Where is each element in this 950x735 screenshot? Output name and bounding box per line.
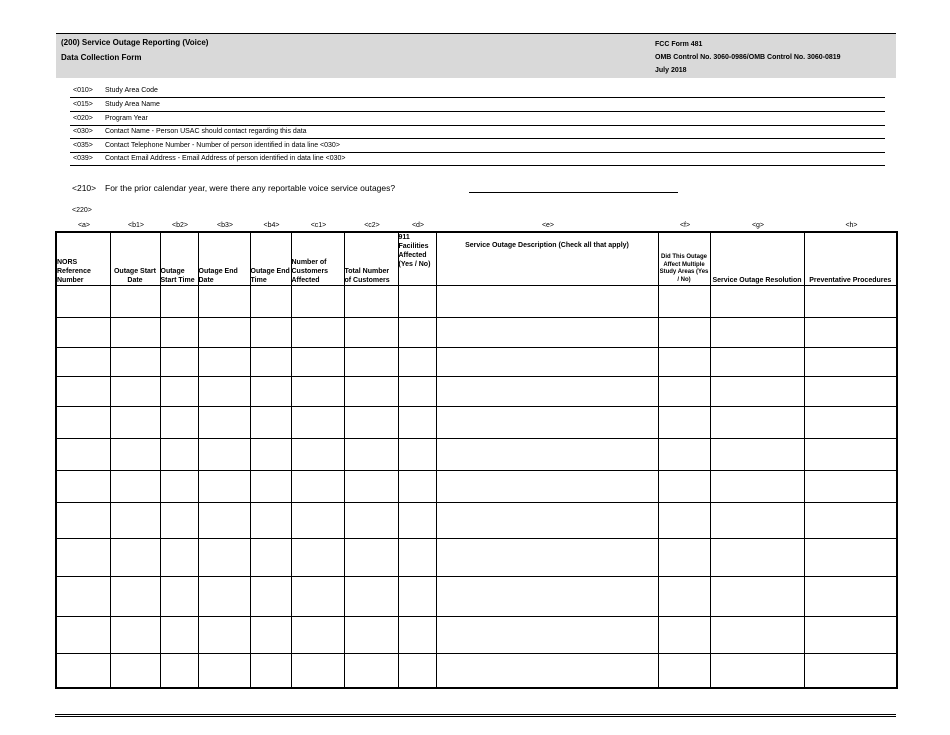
table-cell[interactable]: [658, 503, 710, 539]
table-cell[interactable]: [658, 286, 710, 318]
line-description: Contact Telephone Number - Number of person identified in data line <030>: [105, 142, 340, 149]
table-cell[interactable]: [198, 617, 250, 654]
table-cell[interactable]: [344, 377, 398, 407]
table-cell[interactable]: [160, 286, 198, 318]
table-cell[interactable]: [110, 654, 160, 688]
table-cell[interactable]: [344, 407, 398, 439]
table-cell[interactable]: [56, 471, 110, 503]
table-cell[interactable]: [250, 503, 291, 539]
table-cell[interactable]: [250, 539, 291, 577]
table-cell[interactable]: [160, 439, 198, 471]
table-cell[interactable]: [710, 471, 804, 503]
table-cell[interactable]: [804, 503, 897, 539]
line-description: Program Year: [105, 115, 148, 122]
table-cell[interactable]: [398, 577, 436, 617]
table-cell[interactable]: [198, 377, 250, 407]
table-cell[interactable]: [344, 471, 398, 503]
data-line-row[interactable]: [70, 153, 885, 166]
table-cell[interactable]: [160, 503, 198, 539]
table-cell[interactable]: [436, 471, 658, 503]
table-cell[interactable]: [436, 348, 658, 377]
column-header: Preventative Procedures: [804, 232, 897, 286]
table-cell[interactable]: [344, 577, 398, 617]
table-cell[interactable]: [198, 348, 250, 377]
table-cell[interactable]: [110, 539, 160, 577]
table-cell[interactable]: [250, 617, 291, 654]
data-line-row[interactable]: [70, 126, 885, 139]
table-cell[interactable]: [804, 318, 897, 348]
table-cell[interactable]: [398, 286, 436, 318]
table-cell[interactable]: [250, 377, 291, 407]
table-cell[interactable]: [198, 539, 250, 577]
table-cell[interactable]: [160, 654, 198, 688]
table-row: [56, 439, 897, 471]
form-subtitle: Data Collection Form: [61, 53, 142, 62]
line-description: Contact Name - Person USAC should contact regarding this data: [105, 128, 307, 135]
table-cell[interactable]: [198, 286, 250, 318]
table-cell[interactable]: [344, 539, 398, 577]
line-description: Contact Email Address - Email Address of person identified in data line <030>: [105, 155, 346, 162]
table-cell[interactable]: [110, 617, 160, 654]
table-cell[interactable]: [710, 407, 804, 439]
table-cell[interactable]: [710, 377, 804, 407]
column-code: <d>: [411, 222, 425, 229]
table-row: [56, 503, 897, 539]
table-cell[interactable]: [398, 471, 436, 503]
table-cell[interactable]: [56, 286, 110, 318]
column-code: <a>: [77, 222, 91, 229]
table-cell[interactable]: [291, 503, 344, 539]
table-cell[interactable]: [658, 407, 710, 439]
table-cell[interactable]: [250, 318, 291, 348]
data-line-row[interactable]: [70, 113, 885, 126]
table-cell[interactable]: [198, 318, 250, 348]
column-header: NORS Reference Number: [56, 232, 110, 286]
table-cell[interactable]: [398, 348, 436, 377]
table-cell[interactable]: [436, 539, 658, 577]
line-code: <010>: [73, 87, 93, 94]
column-header: 911 Facilities Affected (Yes / No): [398, 232, 436, 286]
table-cell[interactable]: [198, 471, 250, 503]
question-answer-field[interactable]: [469, 192, 678, 193]
table-cell[interactable]: [398, 407, 436, 439]
table-cell[interactable]: [710, 577, 804, 617]
table-cell[interactable]: [436, 318, 658, 348]
line-code: <015>: [73, 101, 93, 108]
data-line-row[interactable]: [70, 140, 885, 153]
table-cell[interactable]: [160, 407, 198, 439]
table-cell[interactable]: [804, 539, 897, 577]
table-cell[interactable]: [56, 439, 110, 471]
table-cell[interactable]: [436, 377, 658, 407]
table-cell[interactable]: [110, 377, 160, 407]
table-cell[interactable]: [291, 439, 344, 471]
table-cell[interactable]: [56, 654, 110, 688]
column-code: <b3>: [217, 222, 233, 229]
table-cell[interactable]: [804, 471, 897, 503]
table-cell[interactable]: [250, 439, 291, 471]
table-cell[interactable]: [658, 577, 710, 617]
table-cell[interactable]: [436, 654, 658, 688]
line-code: <030>: [73, 128, 93, 135]
table-cell[interactable]: [198, 654, 250, 688]
table-cell[interactable]: [658, 471, 710, 503]
table-cell[interactable]: [291, 407, 344, 439]
table-cell[interactable]: [198, 577, 250, 617]
table-cell[interactable]: [344, 439, 398, 471]
table-cell[interactable]: [804, 617, 897, 654]
table-cell[interactable]: [710, 318, 804, 348]
table-row: [56, 377, 897, 407]
table-cell[interactable]: [291, 348, 344, 377]
table-cell[interactable]: [56, 617, 110, 654]
table-cell[interactable]: [291, 539, 344, 577]
table-cell[interactable]: [804, 407, 897, 439]
column-header: Outage Start Time: [160, 232, 198, 286]
table-cell[interactable]: [160, 539, 198, 577]
table-cell[interactable]: [658, 654, 710, 688]
form-date: July 2018: [655, 67, 687, 74]
table-cell[interactable]: [710, 503, 804, 539]
column-code: <c2>: [364, 222, 380, 229]
table-cell[interactable]: [250, 407, 291, 439]
table-cell[interactable]: [250, 654, 291, 688]
table-cell[interactable]: [710, 654, 804, 688]
table-cell[interactable]: [110, 407, 160, 439]
bottom-rule: [55, 714, 896, 717]
table-row: [56, 407, 897, 439]
column-code: <b1>: [128, 222, 144, 229]
table-cell[interactable]: [436, 407, 658, 439]
table-cell[interactable]: [56, 539, 110, 577]
table-cell[interactable]: [804, 348, 897, 377]
table-cell[interactable]: [291, 654, 344, 688]
form-title: (200) Service Outage Reporting (Voice): [61, 38, 209, 47]
table-cell[interactable]: [344, 348, 398, 377]
table-row: [56, 348, 897, 377]
column-code: <h>: [845, 222, 858, 229]
table-cell[interactable]: [56, 577, 110, 617]
table-cell[interactable]: [291, 377, 344, 407]
table-row: [56, 286, 897, 318]
table-row: [56, 318, 897, 348]
table-cell[interactable]: [291, 286, 344, 318]
table-cell[interactable]: [344, 318, 398, 348]
data-line-row[interactable]: [70, 85, 885, 98]
column-header: Did This Outage Affect Multiple Study Areas (Yes / No): [658, 232, 710, 286]
column-header: Service Outage Description (Check all that apply): [436, 232, 658, 286]
table-cell[interactable]: [658, 377, 710, 407]
column-header: Total Number of Customers: [344, 232, 398, 286]
table-cell[interactable]: [56, 407, 110, 439]
column-code: <c1>: [310, 222, 327, 229]
table-cell[interactable]: [110, 318, 160, 348]
table-cell[interactable]: [160, 577, 198, 617]
table-cell[interactable]: [291, 577, 344, 617]
table-cell[interactable]: [160, 471, 198, 503]
table-cell[interactable]: [56, 348, 110, 377]
table-cell[interactable]: [804, 577, 897, 617]
table-cell[interactable]: [56, 503, 110, 539]
table-label: <220>: [72, 207, 92, 214]
table-cell[interactable]: [110, 286, 160, 318]
table-row: [56, 654, 897, 688]
table-cell[interactable]: [198, 407, 250, 439]
table-cell[interactable]: [710, 539, 804, 577]
table-cell[interactable]: [804, 439, 897, 471]
table-cell[interactable]: [344, 503, 398, 539]
table-cell[interactable]: [250, 577, 291, 617]
line-code: <020>: [73, 115, 93, 122]
table-cell[interactable]: [56, 377, 110, 407]
column-header: Service Outage Resolution: [710, 232, 804, 286]
table-cell[interactable]: [658, 539, 710, 577]
column-code: <g>: [751, 222, 765, 229]
table-row: [56, 471, 897, 503]
table-cell[interactable]: [344, 286, 398, 318]
line-code: <035>: [73, 142, 93, 149]
table-cell[interactable]: [398, 439, 436, 471]
table-cell[interactable]: [344, 617, 398, 654]
table-cell[interactable]: [160, 318, 198, 348]
table-cell[interactable]: [804, 377, 897, 407]
table-cell[interactable]: [436, 286, 658, 318]
data-line-row[interactable]: [70, 99, 885, 112]
table-cell[interactable]: [398, 654, 436, 688]
form-header: [56, 33, 896, 78]
table-cell[interactable]: [398, 617, 436, 654]
table-cell[interactable]: [436, 617, 658, 654]
column-header: Number of Customers Affected: [291, 232, 344, 286]
column-code: <b2>: [172, 222, 188, 229]
table-cell[interactable]: [160, 377, 198, 407]
table-cell[interactable]: [398, 539, 436, 577]
column-code: <f>: [679, 222, 691, 229]
table-cell[interactable]: [658, 617, 710, 654]
table-header-row: [56, 232, 897, 286]
table-cell[interactable]: [804, 286, 897, 318]
line-description: Study Area Code: [105, 87, 158, 94]
table-cell[interactable]: [110, 577, 160, 617]
table-cell[interactable]: [658, 348, 710, 377]
table-cell[interactable]: [398, 377, 436, 407]
table-cell[interactable]: [250, 471, 291, 503]
form-number: FCC Form 481: [655, 41, 703, 48]
table-cell[interactable]: [291, 471, 344, 503]
column-header: Outage End Date: [198, 232, 250, 286]
table-cell[interactable]: [436, 439, 658, 471]
table-row: [56, 617, 897, 654]
table-cell[interactable]: [804, 654, 897, 688]
table-cell[interactable]: [250, 286, 291, 318]
table-cell[interactable]: [56, 318, 110, 348]
table-cell[interactable]: [160, 348, 198, 377]
table-cell[interactable]: [198, 439, 250, 471]
question-text: For the prior calendar year, were there any reportable voice service outages?: [105, 183, 396, 193]
table-cell[interactable]: [291, 617, 344, 654]
column-header: Outage Start Date: [110, 232, 160, 286]
question-code: <210>: [72, 183, 97, 193]
column-code: <e>: [541, 222, 555, 229]
table-cell[interactable]: [110, 503, 160, 539]
table-cell[interactable]: [436, 577, 658, 617]
table-cell[interactable]: [198, 503, 250, 539]
column-code: <b4>: [263, 222, 280, 229]
table-cell[interactable]: [110, 348, 160, 377]
table-cell[interactable]: [250, 348, 291, 377]
omb-control: OMB Control No. 3060-0986/OMB Control No. 3060-0819: [655, 54, 841, 61]
table-cell[interactable]: [398, 503, 436, 539]
table-cell[interactable]: [398, 318, 436, 348]
table-cell[interactable]: [110, 439, 160, 471]
column-header: Outage End Time: [250, 232, 291, 286]
line-code: <039>: [73, 155, 93, 162]
table-cell[interactable]: [291, 318, 344, 348]
table-cell[interactable]: [160, 617, 198, 654]
table-cell[interactable]: [436, 503, 658, 539]
table-cell[interactable]: [658, 439, 710, 471]
table-cell[interactable]: [344, 654, 398, 688]
table-cell[interactable]: [710, 617, 804, 654]
table-row: [56, 539, 897, 577]
line-description: Study Area Name: [105, 101, 160, 108]
outage-table: [55, 231, 898, 689]
table-row: [56, 577, 897, 617]
table-cell[interactable]: [710, 286, 804, 318]
table-cell[interactable]: [710, 348, 804, 377]
table-cell[interactable]: [658, 318, 710, 348]
table-cell[interactable]: [710, 439, 804, 471]
table-cell[interactable]: [110, 471, 160, 503]
